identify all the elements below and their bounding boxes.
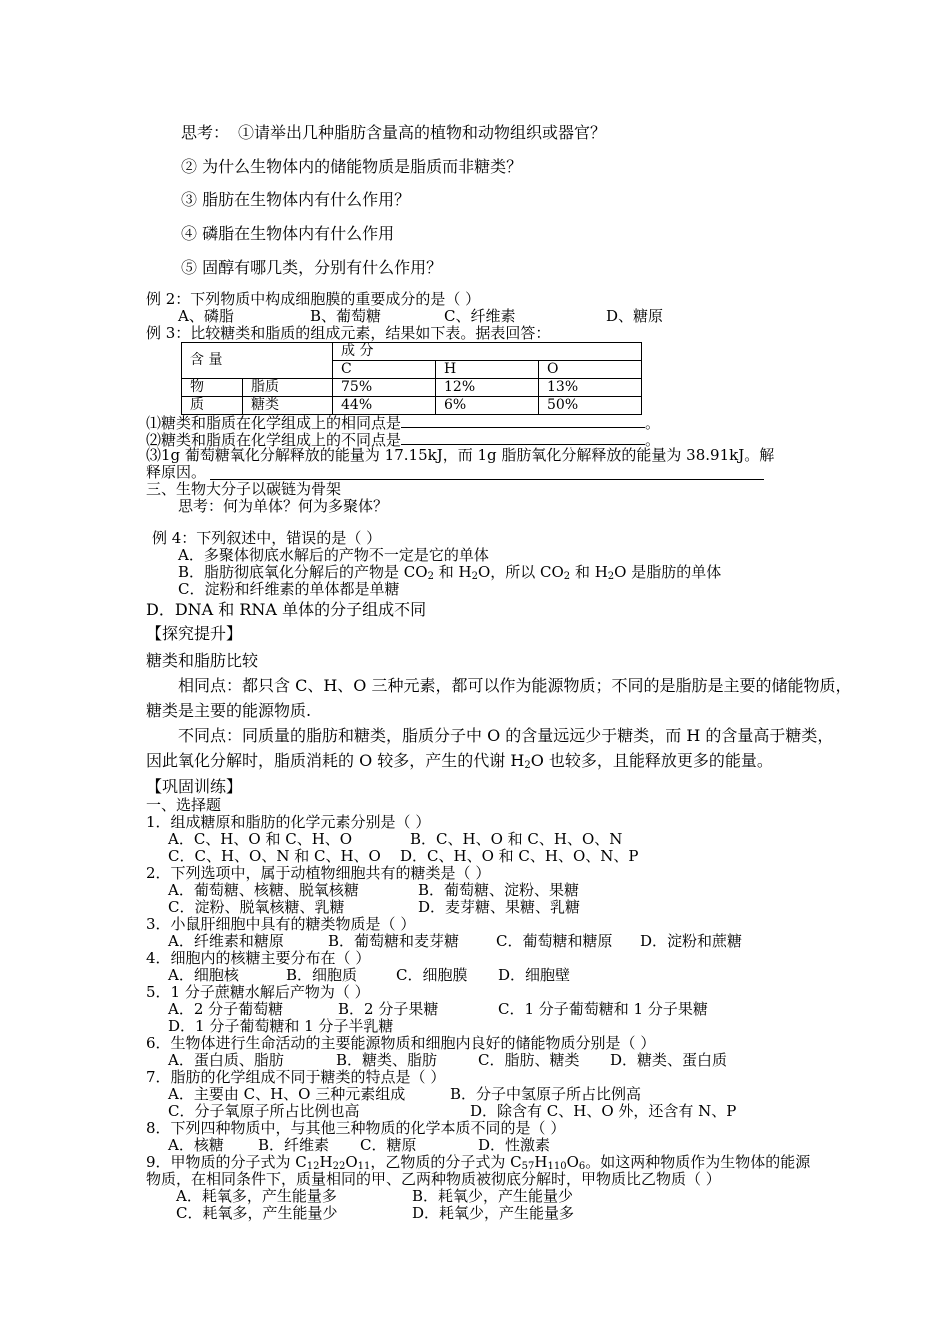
subscript: 110 [547,1161,567,1172]
question-1: 1．组成糖原和脂肪的化学元素分别是（ ） [146,813,431,831]
question-9-text-2: ，乙物质的分子式为 C [370,1153,522,1171]
question-2-option-c: C．淀粉、脱氧核糖、乳糖 [168,898,345,916]
example-3-stem: 例 3：比较糖类和脂质的组成元素，结果如下表。据表回答： [146,324,551,342]
option-b-text-2: 和 H [433,563,472,581]
think-question-3: ③ 脂肪在生物体内有什么作用？ [181,190,411,209]
question-8-option-d: D．性激素 [478,1136,551,1154]
example-2-option-d: D、糖原 [606,307,664,325]
answer-blank-2[interactable] [401,430,645,445]
example-4-option-d: D．DNA 和 RNA 单体的分子组成不同 [146,600,427,619]
question-9-text-3: 。如这两种物质作为生物体的能源 [585,1153,811,1171]
table-cell-sugar-h: 6% [436,397,539,415]
training-section: 一、选择题 [146,796,222,814]
question-1-option-b: B．C、H、O 和 C、H、O、N [410,830,623,848]
question-4-option-d: D．细胞壁 [498,966,571,984]
question-9-option-d: D．耗氧少，产生能量多 [412,1204,575,1222]
think-label: 思考： [181,123,230,142]
subscript: 2 [427,571,434,582]
training-heading: 【巩固训练】 [146,777,243,796]
table-cell-sugar-o: 50% [539,397,642,415]
table-header-component: 成 分 [333,343,642,361]
question-5: 5．1 分子蔗糖水解后产物为（ ） [146,983,370,1001]
example-2-option-a: A、磷脂 [178,307,234,325]
option-b-text-5: O 是脂肪的单体 [614,563,722,581]
table-cell-sugar-c: 44% [333,397,436,415]
question-9-option-a: A．耗氧多，产生能量多 [176,1187,337,1205]
explore-topic: 糖类和脂肪比较 [146,651,259,670]
example-3-question-3-line-1: ⑶1g 葡萄糖氧化分解释放的能量为 17.15kJ，而 1g 脂肪氧化分解释放的能量为 38.91kJ。解 [146,446,775,464]
question-3-option-c: C．葡萄糖和糖原 [496,932,613,950]
question-2-option-a: A．葡萄糖、核糖、脱氧核糖 [168,881,359,899]
question-8-option-a: A．核糖 [168,1136,224,1154]
think-question-4: ④ 磷脂在生物体内有什么作用 [181,224,395,243]
composition-table [181,342,642,415]
subscript: 2 [524,760,531,771]
question-5-option-d: D．1 分子葡萄糖和 1 分子半乳糖 [168,1017,394,1035]
table-header-content: 含 量 [182,343,333,379]
question-8-option-b: B．纤维素 [258,1136,330,1154]
paragraph-2-text-1: 因此氧化分解时，脂质消耗的 O 较多，产生的代谢 H [146,751,525,770]
question-8: 8．下列四种物质中，与其他三种物质的化学本质不同的是（ ） [146,1119,566,1137]
question-4-option-c: C．细胞膜 [396,966,468,984]
example-4-option-b [178,564,721,581]
example-2-option-c: C、纤维素 [444,307,516,325]
subscript: 12 [306,1161,320,1172]
example-2-stem: 例 2：下列物质中构成细胞膜的重要成分的是（ ） [146,290,481,308]
table-row-label-top: 物 [182,379,243,397]
question-3-option-b: B．葡萄糖和麦芽糖 [328,932,460,950]
question-4: 4．细胞内的核糖主要分布在（ ） [146,949,371,967]
explore-paragraph-1-line-2: 糖类是主要的能源物质. [146,701,312,720]
option-b-text-3: O，所以 CO [477,563,564,581]
subscript: 11 [357,1161,371,1172]
question-7-option-b: B．分子中氢原子所占比例高 [450,1085,642,1103]
table-header-o: O [539,361,642,379]
example-4-option-a: A．多聚体彻底水解后的产物不一定是它的单体 [178,546,489,564]
question-3: 3．小鼠肝细胞中具有的糖类物质是（ ） [146,915,416,933]
question-5-option-c: C．1 分子葡萄糖和 1 分子果糖 [498,1000,708,1018]
explore-paragraph-2-line-2 [146,751,773,771]
example-4-stem: 例 4：下列叙述中，错误的是（ ） [152,529,382,547]
question-6-option-d: D．糖类、蛋白质 [610,1051,728,1069]
explore-paragraph-2-line-1: 不同点：同质量的脂肪和糖类，脂质分子中 O 的含量远远少于糖类，而 H 的含量高于糖类， [178,726,834,745]
element-h: H [534,1153,548,1171]
subscript: 2 [471,571,478,582]
subscript: 6 [578,1161,586,1172]
question-7-option-a: A．主要由 C、H、O 三种元素组成 [168,1085,406,1103]
question-9-text-1: 9．甲物质的分子式为 C [146,1153,307,1171]
example-3-question-3-line-2: 释原因。 [146,463,207,481]
subscript: 2 [607,571,615,582]
table-row-label-bottom: 质 [182,397,243,415]
table-header-h: H [436,361,539,379]
question-2: 2．下列选项中，属于动植物细胞共有的糖类是（ ） [146,864,491,882]
paragraph-2-text-2: O 也较多，且能释放更多的能量。 [530,751,773,770]
explore-heading: 【探究提升】 [146,624,243,643]
subscript: 2 [563,571,571,582]
question-5-option-b: B．2 分子果糖 [338,1000,439,1018]
question-6-option-b: B．糖类、脂肪 [336,1051,438,1069]
answer-blank-1[interactable] [401,413,645,428]
question-1-option-c: C．C、H、O、N 和 C、H、O [168,847,381,865]
question-3-option-d: D．淀粉和蔗糖 [640,932,743,950]
think-question-1: ①请举出几种脂肪含量高的植物和动物组织或器官？ [238,123,607,142]
question-3-option-a: A．纤维素和糖原 [168,932,284,950]
question-1-option-a: A．C、H、O 和 C、H、O [168,830,353,848]
example-3-question-1-text: ⑴糖类和脂质在化学组成上的相同点是 [146,414,402,432]
element-o: O [345,1153,358,1171]
subscript: 57 [521,1161,535,1172]
option-b-text-1: B．脂肪彻底氧化分解后的产物是 CO [178,563,428,581]
question-5-option-a: A．2 分子葡萄糖 [168,1000,284,1018]
table-cell-fat-name: 脂质 [243,379,333,397]
question-2-option-b: B．葡萄糖、淀粉、果糖 [418,881,580,899]
table-cell-fat-o: 13% [539,379,642,397]
section-3-think: 思考：何为单体？何为多聚体？ [178,497,389,515]
end-mark: 。 [645,431,661,449]
question-9-line-2: 物质，在相同条件下，质量相同的甲、乙两种物质被彻底分解时，甲物质比乙物质（ ） [146,1170,721,1188]
example-4-option-c: C．淀粉和纤维素的单体都是单糖 [178,580,400,598]
question-7-option-d: D．除含有 C、H、O 外，还含有 N、P [470,1102,737,1120]
question-4-option-a: A．细胞核 [168,966,239,984]
question-9-option-b: B．耗氧少，产生能量少 [412,1187,574,1205]
option-b-text-4: 和 H [570,563,608,581]
question-4-option-b: B．细胞质 [286,966,358,984]
question-7: 7．脂肪的化学组成不同于糖类的特点是（ ） [146,1068,446,1086]
element-h: H [319,1153,333,1171]
question-9-line-1 [146,1154,810,1171]
subscript: 22 [332,1161,346,1172]
think-question-5: ⑤ 固醇有哪几类，分别有什么作用？ [181,258,443,277]
section-3-title: 三、生物大分子以碳链为骨架 [146,480,342,498]
table-cell-sugar-name: 糖类 [243,397,333,415]
table-cell-fat-c: 75% [333,379,436,397]
question-8-option-c: C．糖原 [360,1136,417,1154]
question-2-option-d: D．麦芽糖、果糖、乳糖 [418,898,581,916]
element-o: O [566,1153,579,1171]
question-6: 6．生物体进行生命活动的主要能源物质和细胞内良好的储能物质分别是（ ） [146,1034,656,1052]
example-2-option-b: B、葡萄糖 [310,307,382,325]
question-1-option-d: D．C、H、O 和 C、H、O、N、P [400,847,639,865]
question-6-option-c: C．脂肪、糖类 [478,1051,580,1069]
question-9-option-c: C．耗氧多，产生能量少 [176,1204,338,1222]
example-3-question-2-text: ⑵糖类和脂质在化学组成上的不同点是 [146,431,402,449]
table-header-c: C [333,361,436,379]
question-6-option-a: A．蛋白质、脂肪 [168,1051,284,1069]
table-cell-fat-h: 12% [436,379,539,397]
question-7-option-c: C．分子氧原子所占比例也高 [168,1102,360,1120]
explore-paragraph-1-line-1: 相同点：都只含 C、H、O 三种元素，都可以作为能源物质；不同的是脂肪是主要的储能物质， [178,676,852,695]
think-question-2: ② 为什么生物体内的储能物质是脂质而非糖类？ [181,157,523,176]
end-mark: 。 [645,414,661,432]
